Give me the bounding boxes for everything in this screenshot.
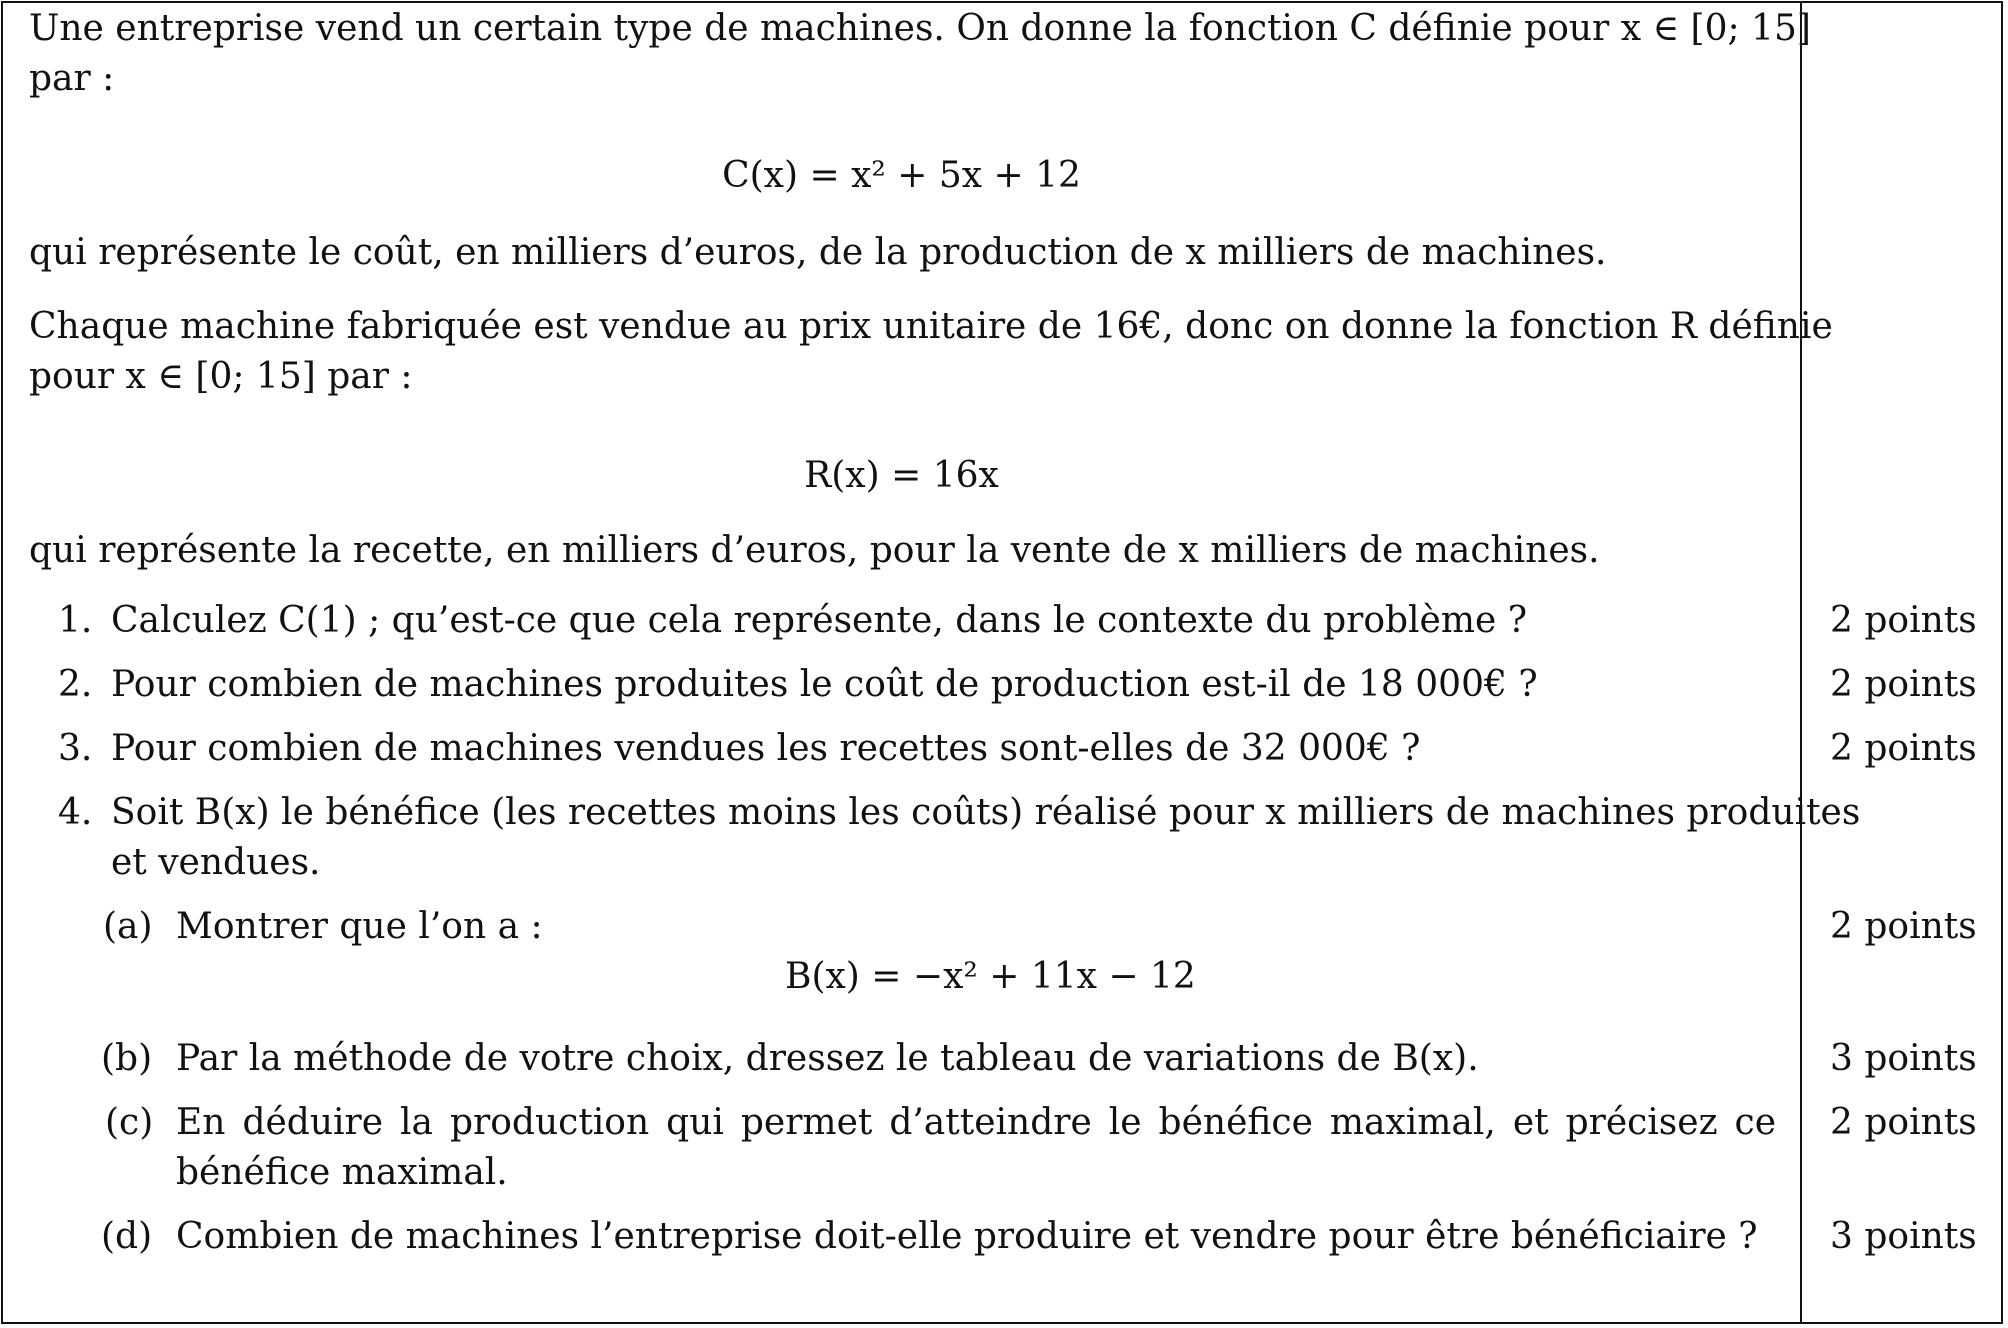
subquestion-text-continued: bénéfice maximal. bbox=[176, 1152, 508, 1193]
subquestion-text: En déduire la production qui permet d’atteindre le bénéfice maximal, et précisez ce bbox=[176, 1102, 1776, 1143]
points-label: 2 points bbox=[1830, 728, 1977, 769]
points-label: 2 points bbox=[1830, 1102, 1977, 1143]
exercise-frame bbox=[1, 1, 2003, 1324]
points-label: 2 points bbox=[1830, 600, 1977, 641]
question-number: 4. bbox=[58, 792, 93, 833]
intro-line-5: pour x ∈ [0; 15] par : bbox=[29, 356, 413, 397]
points-label: 3 points bbox=[1830, 1216, 1977, 1257]
subquestion-text: Combien de machines l’entreprise doit-elle produire et vendre pour être bénéficiaire ? bbox=[176, 1216, 1758, 1257]
question-text: Pour combien de machines produites le coût de production est-il de 18 000€ ? bbox=[111, 664, 1538, 705]
formula-b: B(x) = −x² + 11x − 12 bbox=[785, 956, 1196, 997]
subquestion-label: (c) bbox=[105, 1102, 154, 1143]
intro-line-2: par : bbox=[29, 58, 115, 99]
points-column-divider bbox=[1800, 3, 1802, 1322]
question-number: 1. bbox=[58, 600, 93, 641]
question-text: Pour combien de machines vendues les recettes sont-elles de 32 000€ ? bbox=[111, 728, 1421, 769]
question-text-continued: et vendues. bbox=[111, 842, 321, 883]
formula-r: R(x) = 16x bbox=[804, 455, 999, 496]
points-label: 2 points bbox=[1830, 664, 1977, 705]
intro-line-4: Chaque machine fabriquée est vendue au prix unitaire de 16€, donc on donne la fonction R définie bbox=[29, 306, 1833, 347]
question-number: 3. bbox=[58, 728, 93, 769]
formula-c: C(x) = x² + 5x + 12 bbox=[722, 155, 1081, 196]
question-number: 2. bbox=[58, 664, 93, 705]
subquestion-label: (a) bbox=[103, 906, 153, 947]
question-text: Soit B(x) le bénéfice (les recettes moins les coûts) réalisé pour x milliers de machines produites bbox=[111, 792, 1861, 833]
points-label: 3 points bbox=[1830, 1038, 1977, 1079]
subquestion-label: (d) bbox=[101, 1216, 153, 1257]
subquestion-label: (b) bbox=[101, 1038, 153, 1079]
intro-line-3: qui représente le coût, en milliers d’euros, de la production de x milliers de machines. bbox=[29, 232, 1607, 273]
points-label: 2 points bbox=[1830, 906, 1977, 947]
intro-line-1: Une entreprise vend un certain type de machines. On donne la fonction C définie pour x ∈ [0; 15] bbox=[29, 8, 1811, 49]
question-text: Calculez C(1) ; qu’est-ce que cela représente, dans le contexte du problème ? bbox=[111, 600, 1528, 641]
intro-line-6: qui représente la recette, en milliers d’euros, pour la vente de x milliers de machines. bbox=[29, 530, 1600, 571]
subquestion-text: Par la méthode de votre choix, dressez le tableau de variations de B(x). bbox=[176, 1038, 1479, 1079]
subquestion-text: Montrer que l’on a : bbox=[176, 906, 543, 947]
